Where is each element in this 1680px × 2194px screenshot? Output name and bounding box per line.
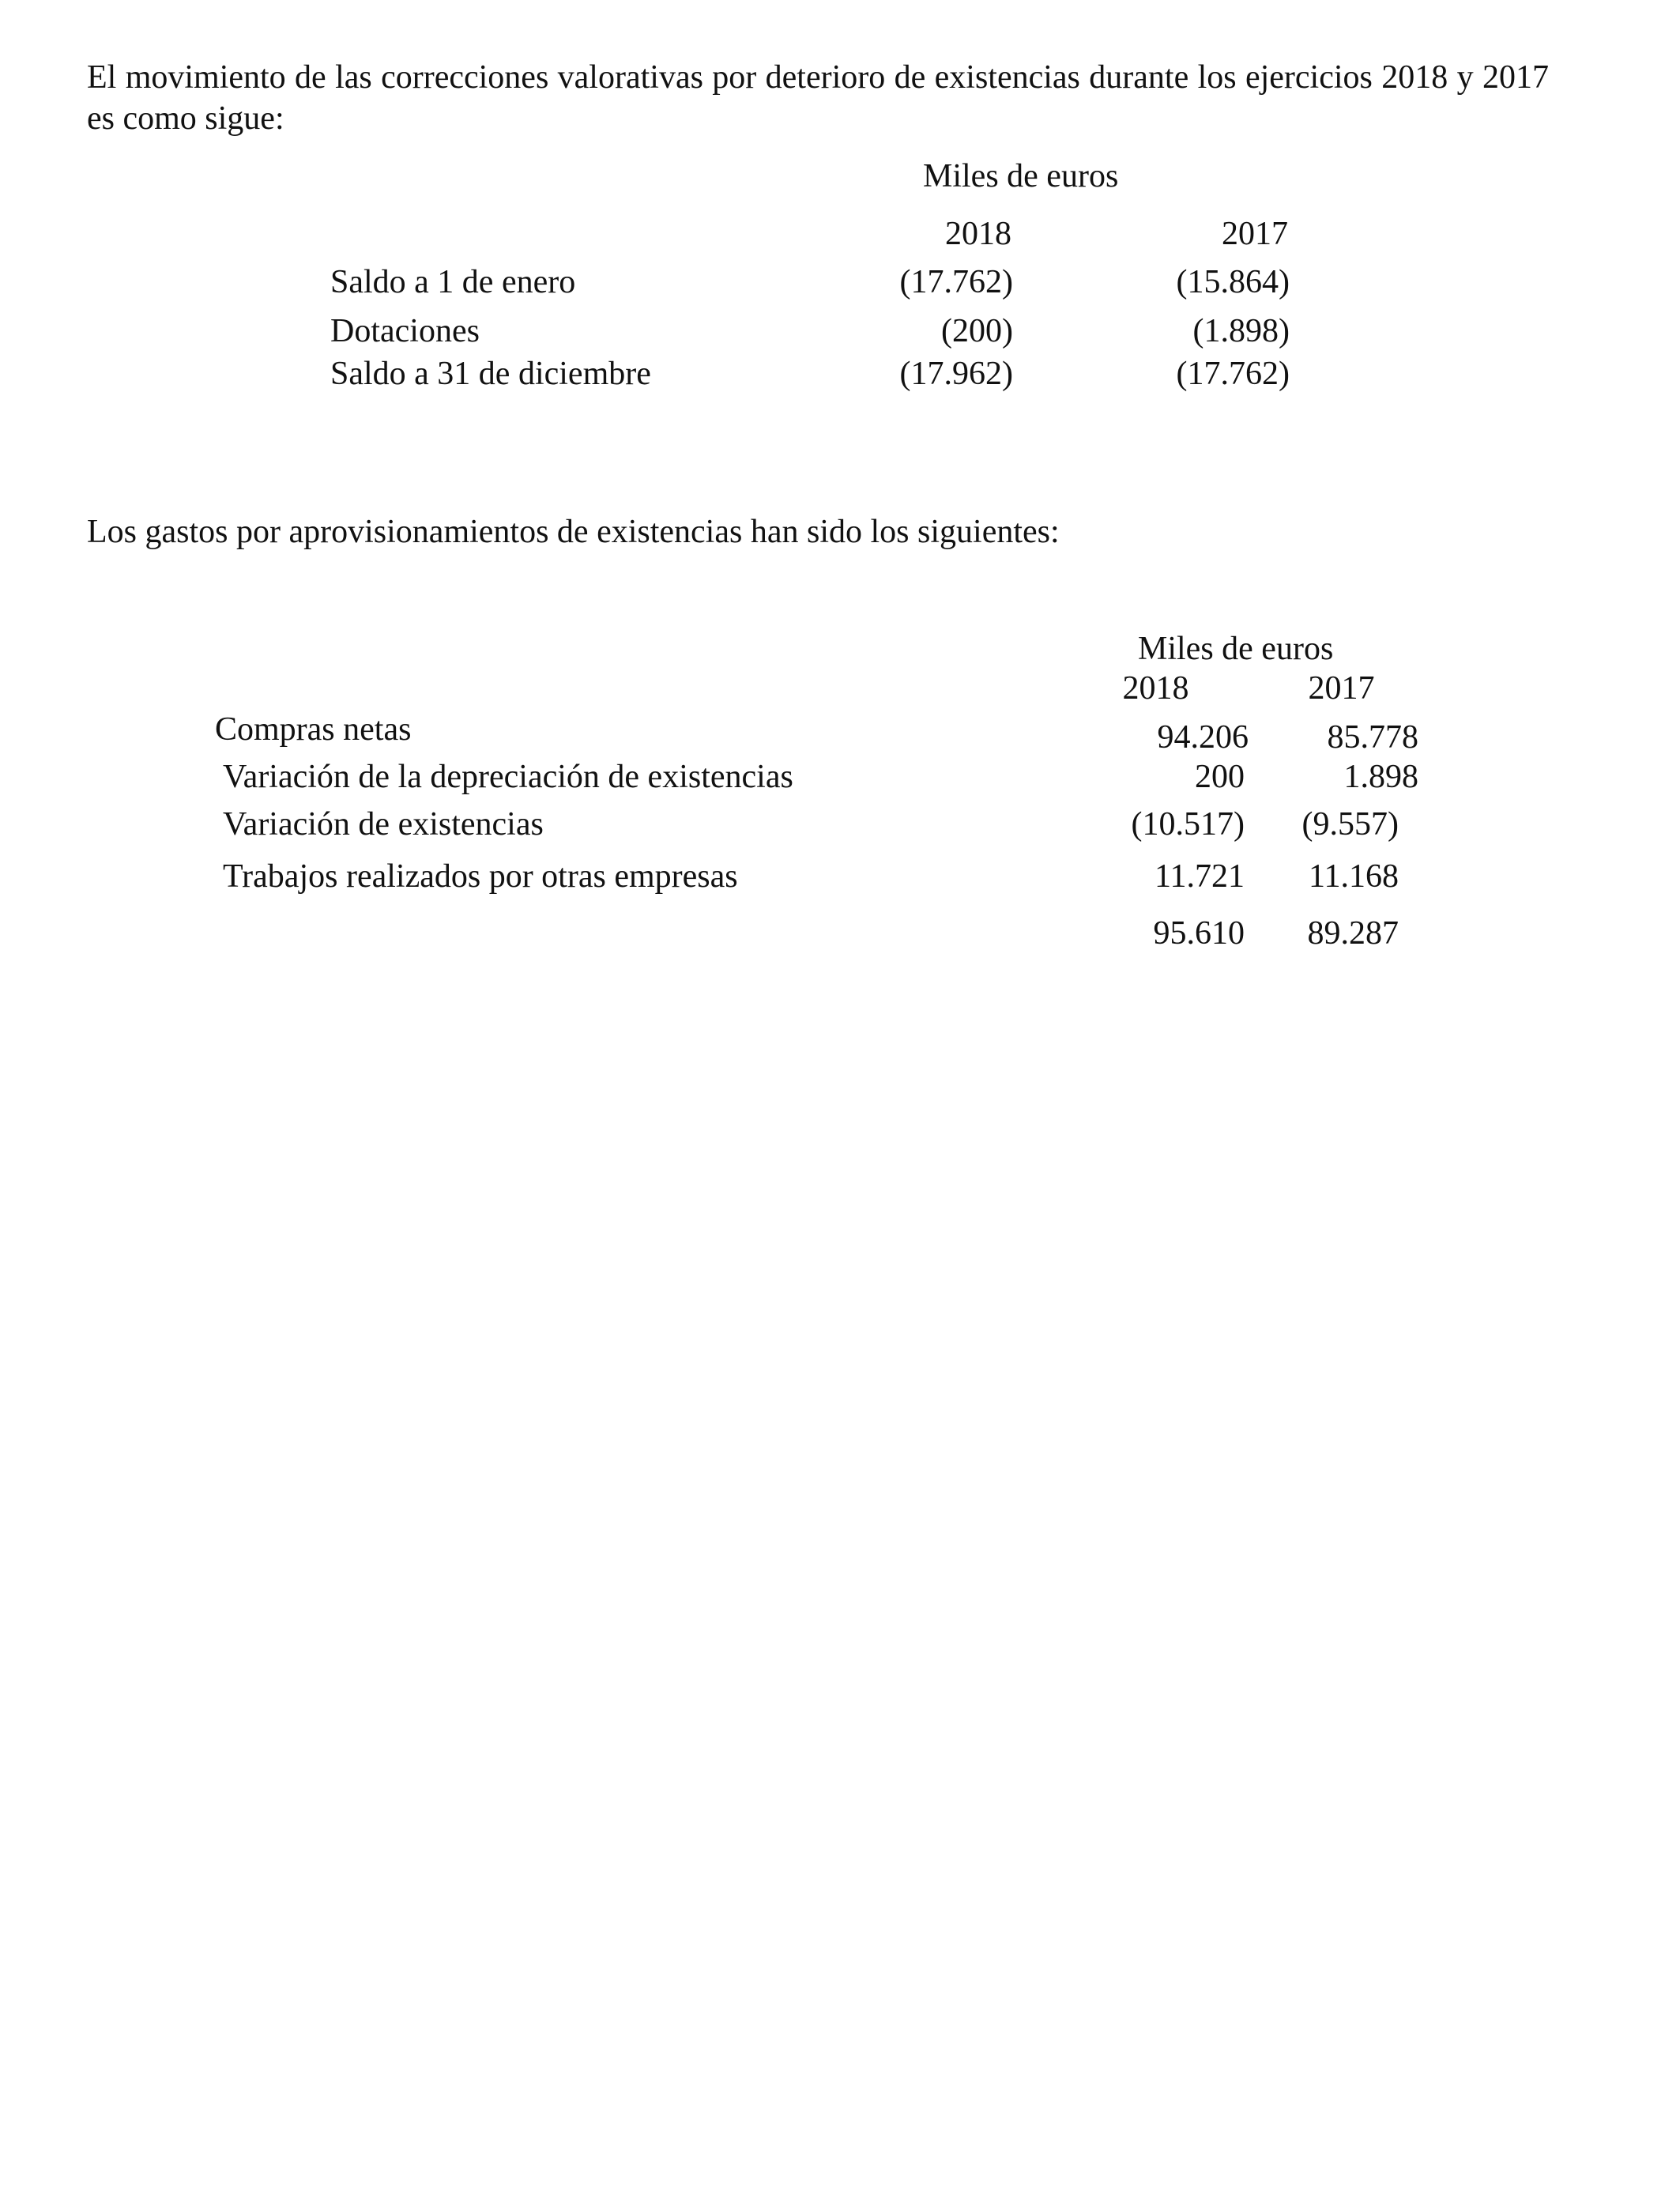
value-2017: 85.778: [1327, 719, 1418, 756]
value-2017: 1.898: [1343, 759, 1418, 795]
row-label: Saldo a 31 de diciembre: [330, 356, 651, 392]
row-label: Variación de existencias: [223, 806, 544, 843]
total-2018: 95.610: [1153, 915, 1245, 952]
value-2017: (1.898): [1192, 313, 1290, 349]
value-2018: 200: [1195, 759, 1245, 795]
value-2017: (15.864): [1176, 264, 1290, 300]
value-2018: 11.721: [1155, 858, 1245, 895]
total-2017: 89.287: [1307, 915, 1399, 952]
year-header-2018-2: 2018: [1122, 670, 1189, 707]
row-label: Compras netas: [215, 711, 412, 748]
unit-header-2: Miles de euros: [1138, 631, 1334, 667]
row-label: Variación de la depreciación de existencias: [223, 759, 793, 795]
intro-paragraph-2: Los gastos por aprovisionamientos de existencias han sido los siguientes:: [87, 514, 1060, 550]
year-header-2017-2: 2017: [1308, 670, 1375, 707]
row-label: Trabajos realizados por otras empresas: [223, 858, 738, 895]
value-2017: 11.168: [1309, 858, 1399, 895]
value-2018: (17.762): [899, 264, 1013, 300]
value-2018: (10.517): [1131, 806, 1245, 843]
value-2017: (9.557): [1301, 806, 1399, 843]
row-label: Dotaciones: [330, 313, 480, 349]
unit-header-1: Miles de euros: [923, 158, 1119, 194]
value-2018: (17.962): [899, 356, 1013, 392]
value-2017: (17.762): [1176, 356, 1290, 392]
value-2018: 94.206: [1157, 719, 1249, 756]
year-header-2017-1: 2017: [1222, 216, 1288, 252]
row-label: Saldo a 1 de enero: [330, 264, 576, 300]
year-header-2018-1: 2018: [945, 216, 1011, 252]
intro-paragraph-1: El movimiento de las correcciones valorativas por deterioro de existencias durante los ejercicios 2018 y 2017 es como sigue:: [87, 59, 1549, 137]
value-2018: (200): [941, 313, 1013, 349]
